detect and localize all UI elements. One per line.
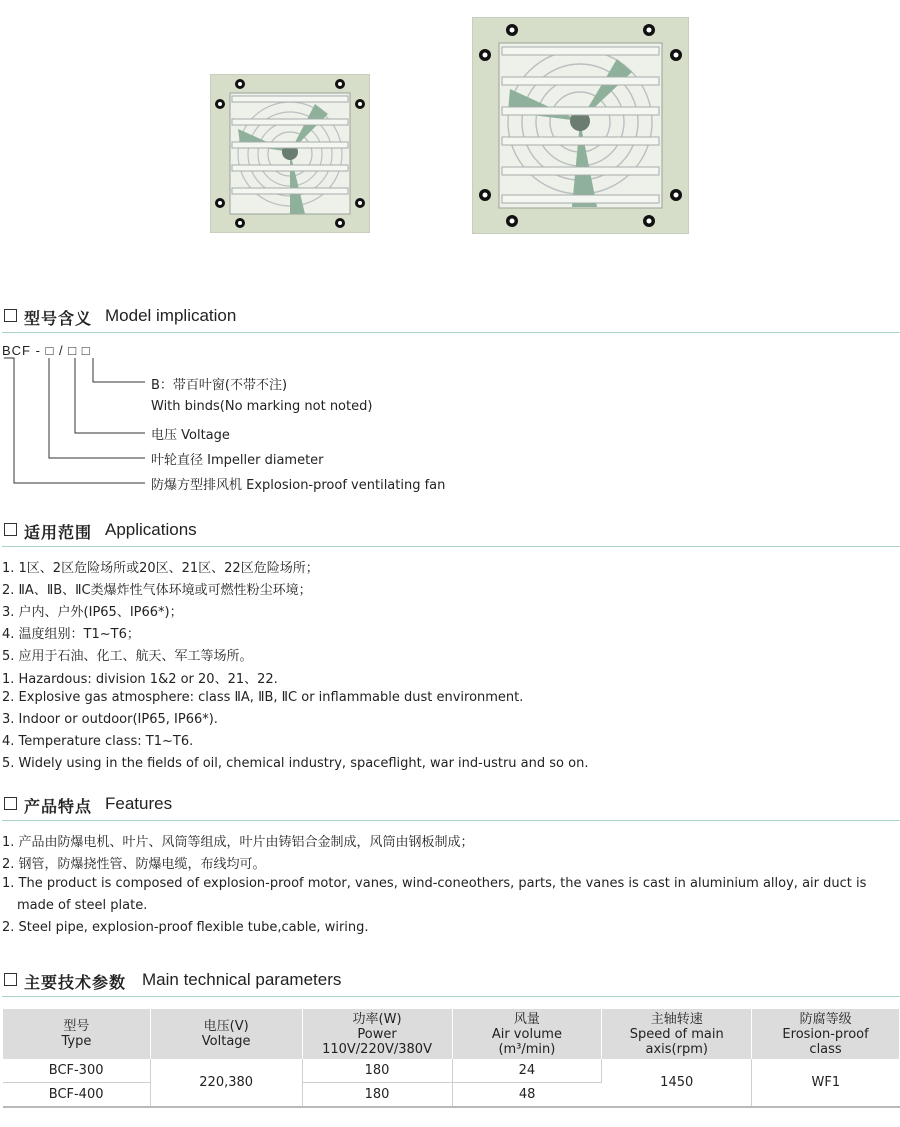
feature-item: 1. The product is composed of explosion-proof motor, vanes, wind-coneothers, parts, the vanes is cast in aluminium alloy, air duct is: [2, 876, 867, 891]
legend-voltage: 电压 Voltage: [151, 428, 230, 443]
section-parameters: [2, 970, 900, 997]
section-title-en: Applications: [105, 520, 197, 539]
legend-blinds: B：带百叶窗(不带不注): [151, 378, 288, 393]
section-title-en: Features: [105, 794, 173, 813]
cell-type: BCF-400: [3, 1083, 151, 1108]
cell-air-volume: 24: [452, 1059, 602, 1083]
parameters-table: [2, 1009, 900, 1108]
feature-item: 2. Steel pipe, explosion-proof flexible tube,cable, wiring.: [2, 920, 369, 935]
feature-item-continued: made of steel plate.: [17, 898, 148, 913]
col-header-air-volume: 风量 Air volume (m³/min): [452, 1009, 602, 1059]
cell-erosion-class: WF1: [752, 1059, 900, 1107]
section-title-cn: 型号含义: [24, 309, 93, 328]
application-item: 5. 应用于石油、化工、航天、军工等场所。: [2, 649, 253, 664]
cell-power: 180: [302, 1059, 452, 1083]
feature-item: 1. 产品由防爆电机、叶片、风筒等组成，叶片由铸铝合金制成，风筒由钢板制成；: [2, 835, 474, 850]
table-header-row: [3, 1009, 900, 1059]
col-header-voltage: 电压(V) Voltage: [150, 1009, 302, 1059]
section-applications: [2, 520, 900, 547]
col-header-power: 功率(W) Power 110V/220V/380V: [302, 1009, 452, 1059]
application-item: 1. Hazardous: division 1&2 or 20、21、22.: [2, 672, 278, 687]
table-row: [3, 1059, 900, 1083]
application-item: 3. 户内、户外(IP65、IP66*)；: [2, 605, 183, 620]
checkbox-square-icon: [4, 523, 17, 536]
application-item: 2. Explosive gas atmosphere: class ⅡA, ⅡB, ⅡC or inflammable dust environment.: [2, 690, 524, 705]
fan-photo-large: [472, 17, 689, 234]
col-header-type: 型号 Type: [3, 1009, 151, 1059]
application-item: 4. 温度组别：T1~T6；: [2, 627, 140, 642]
model-code-connector-lines: [0, 355, 160, 490]
section-title-cn: 主要技术参数: [24, 973, 127, 992]
application-item: 1. 1区、2区危险场所或20区、21区、22区危险场所；: [2, 561, 319, 576]
legend-blinds-en: With binds(No marking not noted): [151, 399, 373, 414]
checkbox-square-icon: [4, 973, 17, 986]
legend-fan-type: 防爆方型排风机 Explosion-proof ventilating fan: [151, 478, 446, 493]
application-item: 2. ⅡA、ⅡB、ⅡC类爆炸性气体环境或可燃性粉尘环境；: [2, 583, 312, 598]
cell-speed: 1450: [602, 1059, 752, 1107]
section-model-implication: [2, 306, 900, 333]
fan-photo-small: [210, 74, 370, 233]
col-header-erosion-class: 防腐等级 Erosion-proof class: [752, 1009, 900, 1059]
section-features: [2, 794, 900, 821]
application-item: 4. Temperature class: T1~T6.: [2, 734, 194, 749]
cell-voltage: 220,380: [150, 1059, 302, 1107]
section-title-en: Model implication: [105, 306, 237, 325]
col-header-speed: 主轴转速 Speed of main axis(rpm): [602, 1009, 752, 1059]
cell-type: BCF-300: [3, 1059, 151, 1083]
cell-power: 180: [302, 1083, 452, 1108]
application-item: 3. Indoor or outdoor(IP65, IP66*).: [2, 712, 218, 727]
cell-air-volume: 48: [452, 1083, 602, 1108]
section-title-cn: 适用范围: [24, 523, 93, 542]
feature-item: 2. 钢管，防爆挠性管、防爆电缆，布线均可。: [2, 857, 266, 872]
checkbox-square-icon: [4, 797, 17, 810]
legend-impeller: 叶轮直径 Impeller diameter: [151, 453, 324, 468]
application-item: 5. Widely using in the fields of oil, chemical industry, spaceflight, war ind-ustru and so on.: [2, 756, 589, 771]
section-title-en: Main technical parameters: [142, 970, 342, 989]
section-title-cn: 产品特点: [24, 797, 93, 816]
checkbox-square-icon: [4, 309, 17, 322]
model-code: BCF - □ / □ □: [2, 343, 91, 358]
